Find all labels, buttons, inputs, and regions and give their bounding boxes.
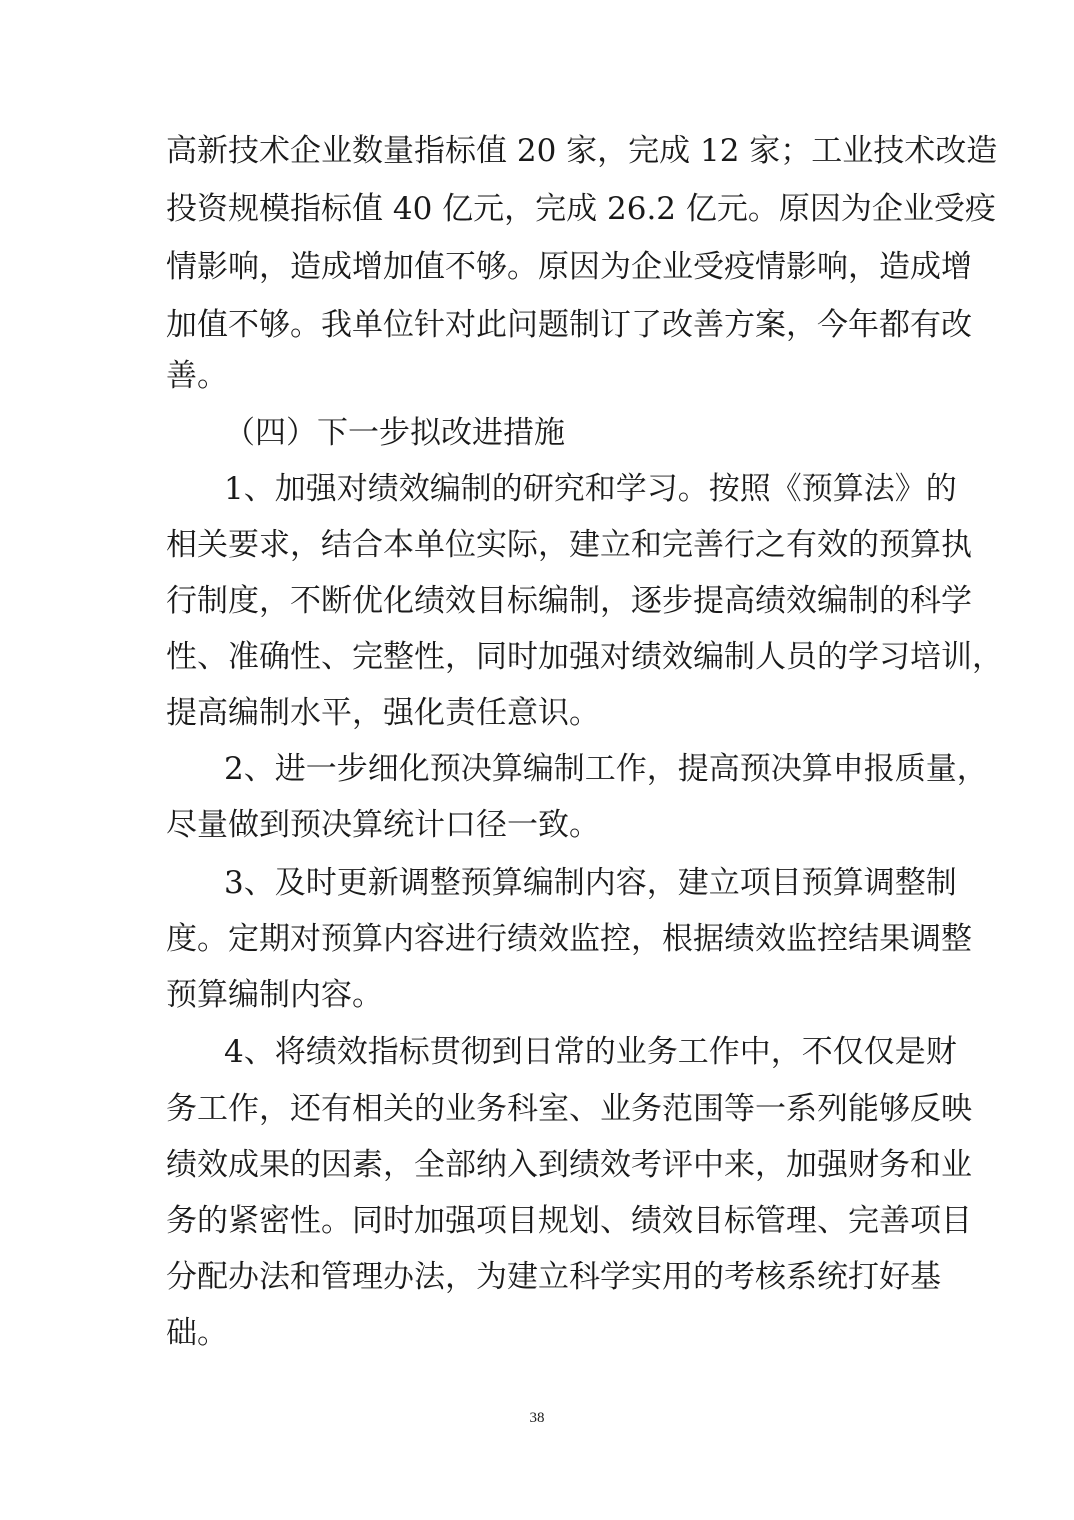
text-line: 预算编制内容。 (166, 977, 383, 1013)
text-line: 尽量做到预决算统计口径一致。 (166, 807, 600, 843)
text-line: 善。 (166, 358, 228, 394)
text-line: 务工作，还有相关的业务科室、业务范围等一系列能够反映 (166, 1091, 972, 1127)
text-line: 高新技术企业数量指标值 20 家，完成 12 家；工业技术改造 (166, 133, 998, 169)
text-line: 绩效成果的因素，全部纳入到绩效考评中来，加强财务和业 (166, 1147, 972, 1183)
text-line: 相关要求，结合本单位实际，建立和完善行之有效的预算执 (166, 527, 972, 563)
text-line: 3、及时更新调整预算编制内容，建立项目预算调整制 (224, 865, 957, 901)
text-line: 行制度，不断优化绩效目标编制，逐步提高绩效编制的科学 (166, 583, 972, 619)
text-line: 提高编制水平，强化责任意识。 (166, 695, 600, 731)
text-line: 1、加强对绩效编制的研究和学习。按照《预算法》的 (224, 471, 957, 507)
text-line: 加值不够。我单位针对此问题制订了改善方案，今年都有改 (166, 307, 972, 343)
text-line: 性、准确性、完整性，同时加强对绩效编制人员的学习培训， (166, 639, 1003, 675)
text-line: 分配办法和管理办法，为建立科学实用的考核系统打好基 (166, 1259, 941, 1295)
section-heading: （四）下一步拟改进措施 (224, 415, 565, 451)
text-line: 度。定期对预算内容进行绩效监控，根据绩效监控结果调整 (166, 921, 972, 957)
text-line: 4、将绩效指标贯彻到日常的业务工作中，不仅仅是财 (224, 1034, 957, 1070)
text-line: 投资规模指标值 40 亿元，完成 26.2 亿元。原因为企业受疫 (166, 191, 996, 227)
page-number: 38 (529, 1410, 545, 1426)
text-line: 务的紧密性。同时加强项目规划、绩效目标管理、完善项目 (166, 1203, 972, 1239)
text-line: 2、进一步细化预决算编制工作，提高预决算申报质量， (224, 751, 988, 787)
text-line: 础。 (166, 1315, 228, 1351)
text-line: 情影响，造成增加值不够。原因为企业受疫情影响，造成增 (166, 249, 972, 285)
